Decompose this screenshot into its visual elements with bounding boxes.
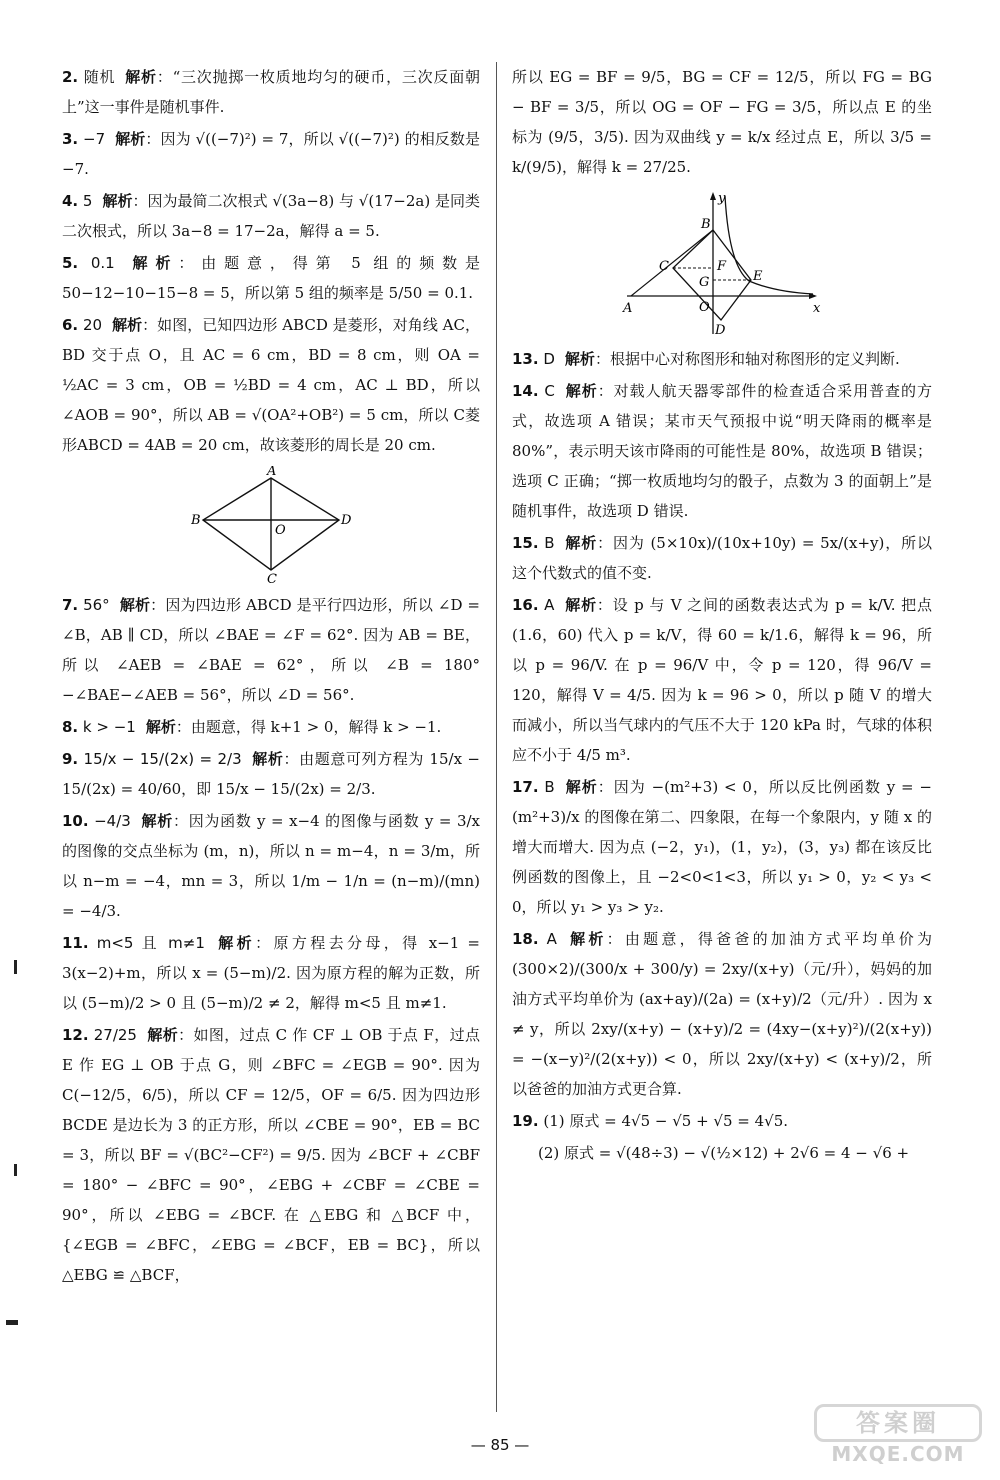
answer-item-9 — [62, 744, 480, 804]
answer-item-19-part-2 — [512, 1138, 932, 1168]
analysis-text: ：因为 −(m²+3) < 0，所以反比例函数 y = −(m²+3)/x 的图像在第二、四象限，在每一个象限内，y 随 x 的增大而增大. 因为点 (−2，y₁)，(1，y₂)，(3，y₃) 都在该反比例函数的图像上，且 −2<0<1<3，所以 y₁ > 0，y₂ < y₃ < 0，所以 y₁ > y₃ > y₂. — [512, 778, 932, 916]
label-a: A — [267, 466, 277, 479]
item-number: 5. — [62, 254, 79, 272]
item-answer: 27/25 — [93, 1026, 137, 1044]
answer-item-3 — [62, 124, 480, 184]
label-b: B — [191, 513, 201, 528]
item-number: 4. — [62, 192, 79, 210]
answer-item-19-part-1 — [512, 1106, 932, 1136]
answer-item-10 — [62, 806, 480, 926]
analysis-text: ：如图，过点 C 作 CF ⊥ OB 于点 F，过点 E 作 EG ⊥ OB 于点 G，则 ∠BFC = ∠EGB = 90°. 因为 C(−12/5，6/5)，所以 CF = 12/5，OF = 6/5. 因为四边形 BCDE 是边长为 3 的正方形，所以 ∠CBE = 90°，EB = BC = 3，所以 BF = √(BC²−CF²) = 9/5. 因为 ∠BCF + ∠CBF = 180° − ∠BFC = 90°，∠EBG + ∠CBF = ∠CBE = 90°，所以 ∠EBG = ∠BCF. 在 △EBG 和 △BCF 中，{∠EGB = ∠BFC，∠EBG = ∠BCF，EB = BC}，所以 △EBG ≌ △BCF， — [62, 1026, 480, 1284]
item-answer: 15/x − 15/(2x) = 2/3 — [83, 750, 242, 768]
label-y: y — [718, 191, 726, 206]
analysis-text: ：由题意，得 k+1 > 0，解得 k > −1. — [175, 718, 442, 736]
margin-mark — [14, 960, 17, 974]
analysis-label: 解析 — [564, 382, 598, 400]
item-answer: 5 — [82, 192, 93, 210]
analysis-text: ：原方程去分母，得 x−1 = 3(x−2)+m，所以 x = (5−m)/2. 因为原方程的解为正数，所以 (5−m)/2 > 0 且 (5−m)/2 ≠ 2，解得 m<5 且 m≠1. — [62, 934, 480, 1012]
item-number: 10. — [62, 812, 89, 830]
item-answer: B — [544, 778, 555, 796]
analysis-label: 解析 — [125, 68, 157, 86]
analysis-label: 解析 — [564, 778, 598, 796]
label-g: G — [699, 275, 710, 290]
watermark-logo — [814, 1404, 982, 1466]
item-number: 8. — [62, 718, 79, 736]
analysis-text: 所以 EG = BF = 9/5，BG = CF = 12/5，所以 FG = BG − BF = 3/5，所以 OG = OF − FG = 3/5，所以点 E 的坐标为 (9/5，3/5). 因为双曲线 y = k/x 经过点 E，所以 3/5 = k/(9/5)，解得 k = 27/25. — [512, 68, 932, 176]
analysis-label: 解析 — [564, 350, 595, 368]
analysis-text: ：因为 √((−7)²) = 7，所以 √((−7)²) 的相反数是 −7. — [62, 130, 480, 178]
analysis-label: 解析 — [564, 534, 598, 552]
label-x: x — [813, 301, 821, 316]
right-column — [512, 62, 932, 1170]
answer-item-18 — [512, 924, 932, 1104]
answer-item-16 — [512, 590, 932, 770]
answer-item-2 — [62, 62, 480, 122]
analysis-text: ：由题意，得爸爸的加油方式平均单价为 (300×2)/(300/x + 300/y) = 2xy/(x+y)（元/升），妈妈的加油方式平均单价为 (ax+ay)/(2a) = (x+y)/2（元/升）. 因为 x ≠ y，所以 2xy/(x+y) − (x+y)/2 = (4xy−(x+y)²)/(2(x+y)) = −(x−y)²/(2(x+y)) < 0，所以 2xy/(x+y) < (x+y)/2，所以爸爸的加油方式更合算. — [512, 930, 932, 1098]
y-axis-arrow — [710, 192, 716, 200]
item-number: 9. — [62, 750, 79, 768]
item-number: 16. — [512, 596, 539, 614]
answer-item-15 — [512, 528, 932, 588]
coordinate-graph-figure — [617, 188, 827, 338]
answer-item-13 — [512, 344, 932, 374]
square-bcde — [673, 230, 751, 320]
analysis-label: 解析 — [146, 1026, 179, 1044]
item-answer: −7 — [83, 130, 106, 148]
answer-item-17 — [512, 772, 932, 922]
analysis-label: 解析 — [564, 596, 597, 614]
analysis-label: 解析 — [112, 316, 143, 334]
analysis-text: ：设 p 与 V 之间的函数表达式为 p = k/V. 把点 (1.6，60) 代入 p = k/V，得 60 = k/1.6，解得 k = 96，所以 p = 96/V. 在 p = 96/V 中，令 p = 120，得 96/V = 120，解得 V = 4/5. 因为 k = 96 > 0，所以 p 随 V 的增大而减小，所以当气球内的气压不大于 120 kPa 时，气球的体积应不小于 4/5 m³. — [512, 596, 932, 764]
item-answer: 0.1 — [90, 254, 115, 272]
analysis-text: (2) 原式 = √(48÷3) − √(½×12) + 2√6 = 4 − √6 + — [538, 1144, 910, 1162]
label-c: C — [267, 572, 277, 584]
analysis-label: 解析 — [115, 130, 146, 148]
item-answer: C — [544, 382, 555, 400]
label-o: O — [275, 523, 286, 538]
item-answer: A — [544, 596, 555, 614]
item-number: 11. — [62, 934, 89, 952]
answer-item-11 — [62, 928, 480, 1018]
answer-item-8 — [62, 712, 480, 742]
answer-item-4 — [62, 186, 480, 246]
item-number: 6. — [62, 316, 79, 334]
analysis-text: (1) 原式 = 4√5 − √5 + √5 = 4√5. — [543, 1112, 789, 1130]
item-answer: −4/3 — [94, 812, 131, 830]
item-number: 17. — [512, 778, 539, 796]
label-a: A — [623, 301, 633, 316]
item-number: 7. — [62, 596, 79, 614]
item-answer: m<5 且 m≠1 — [96, 934, 205, 952]
label-d: D — [715, 323, 726, 338]
analysis-text: ：因为四边形 ABCD 是平行四边形，所以 ∠D = ∠B，AB ∥ CD，所以 ∠BAE = ∠F = 62°. 因为 AB = BE，所以 ∠AEB = ∠BAE = 62°，所以 ∠B = 180°−∠BAE−∠AEB = 56°，所以 ∠D = 56°. — [62, 596, 480, 704]
item-number: 2. — [62, 68, 79, 86]
label-f: F — [717, 259, 727, 274]
label-e: E — [753, 269, 763, 284]
margin-mark — [6, 1320, 18, 1325]
analysis-text: ：由题意，得第 5 组的频数是 50−12−10−15−8 = 5，所以第 5 组的频率是 5/50 = 0.1. — [62, 254, 480, 302]
item-number: 12. — [62, 1026, 89, 1044]
left-column — [62, 62, 480, 1292]
item-answer: A — [546, 930, 557, 948]
answer-item-12 — [62, 1020, 480, 1290]
margin-mark — [14, 1164, 17, 1176]
analysis-label: 解析 — [102, 192, 133, 210]
item-number: 18. — [512, 930, 539, 948]
analysis-text: ：因为最简二次根式 √(3a−8) 与 √(17−2a) 是同类二次根式，所以 3a−8 = 17−2a，解得 a = 5. — [62, 192, 480, 240]
item-number: 13. — [512, 350, 539, 368]
analysis-label: 解析 — [145, 718, 176, 736]
item-answer: 20 — [82, 316, 103, 334]
analysis-label: 解析 — [566, 930, 607, 948]
answer-item-14 — [512, 376, 932, 526]
column-divider — [496, 62, 497, 1412]
label-o: O — [699, 300, 710, 315]
analysis-text: ：由题意可列方程为 15/x − 15/(2x) = 40/60，即 15/x − 15/(2x) = 2/3. — [62, 750, 480, 798]
item-answer: D — [543, 350, 555, 368]
analysis-text: ：对载人航天器零部件的检查适合采用普查的方式，故选项 A 错误；某市天气预报中说“明天降雨的概率是 80%”，表示明天该市降雨的可能性是 80%，故选项 B 错误；选项 C 正确；“掷一枚质地均匀的骰子，点数为 3 的面朝上”是随机事件，故选项 D 错误. — [512, 382, 932, 520]
watermark-top: 答案圈 — [814, 1404, 982, 1442]
item-number: 19. — [512, 1112, 539, 1130]
analysis-label: 解析 — [140, 812, 173, 830]
label-c: C — [659, 259, 669, 274]
analysis-label: 解析 — [214, 934, 256, 952]
rhombus-figure — [191, 466, 351, 584]
answer-item-5 — [62, 248, 480, 308]
label-d: D — [341, 513, 351, 528]
analysis-label: 解析 — [119, 596, 151, 614]
item-answer: 随机 — [83, 68, 116, 86]
hyperbola-curve — [725, 196, 813, 294]
watermark-bottom: MXQE.COM — [831, 1442, 965, 1466]
page-number: — 85 — — [470, 1436, 530, 1454]
analysis-text: ：因为函数 y = x−4 的图像与函数 y = 3/x 的图像的交点坐标为 (m，n)，所以 n = m−4，n = 3/m，所以 n−m = −4，mn = 3，所以 1/m − 1/n = (n−m)/(mn) = −4/3. — [62, 812, 480, 920]
analysis-text: ：根据中心对称图形和轴对称图形的定义判断. — [594, 350, 900, 368]
answer-item-7 — [62, 590, 480, 710]
analysis-label: 解析 — [124, 254, 179, 272]
analysis-text: ：“三次抛掷一枚质地均匀的硬币，三次反面朝上”这一事件是随机事件. — [62, 68, 480, 116]
item-number: 3. — [62, 130, 79, 148]
item-number: 14. — [512, 382, 539, 400]
item-number: 15. — [512, 534, 539, 552]
label-b: B — [701, 217, 711, 232]
item-answer: k > −1 — [82, 718, 136, 736]
analysis-text: ：如图，已知四边形 ABCD 是菱形，对角线 AC，BD 交于点 O，且 AC = 6 cm，BD = 8 cm，则 OA = ½AC = 3 cm，OB = ½BD = 4 cm，AC ⊥ BD，所以 ∠AOB = 90°，所以 AB = √(OA²+OB²) = 5 cm，所以 C菱形ABCD = 4AB = 20 cm，故该菱形的周长是 20 cm. — [62, 316, 480, 454]
item-answer: 56° — [83, 596, 110, 614]
answer-item-6 — [62, 310, 480, 460]
item-answer: B — [544, 534, 555, 552]
answer-item-12-continued — [512, 62, 932, 182]
analysis-text: ：因为 (5×10x)/(10x+10y) = 5x/(x+y)，所以这个代数式的值不变. — [512, 534, 932, 582]
analysis-label: 解析 — [251, 750, 284, 768]
